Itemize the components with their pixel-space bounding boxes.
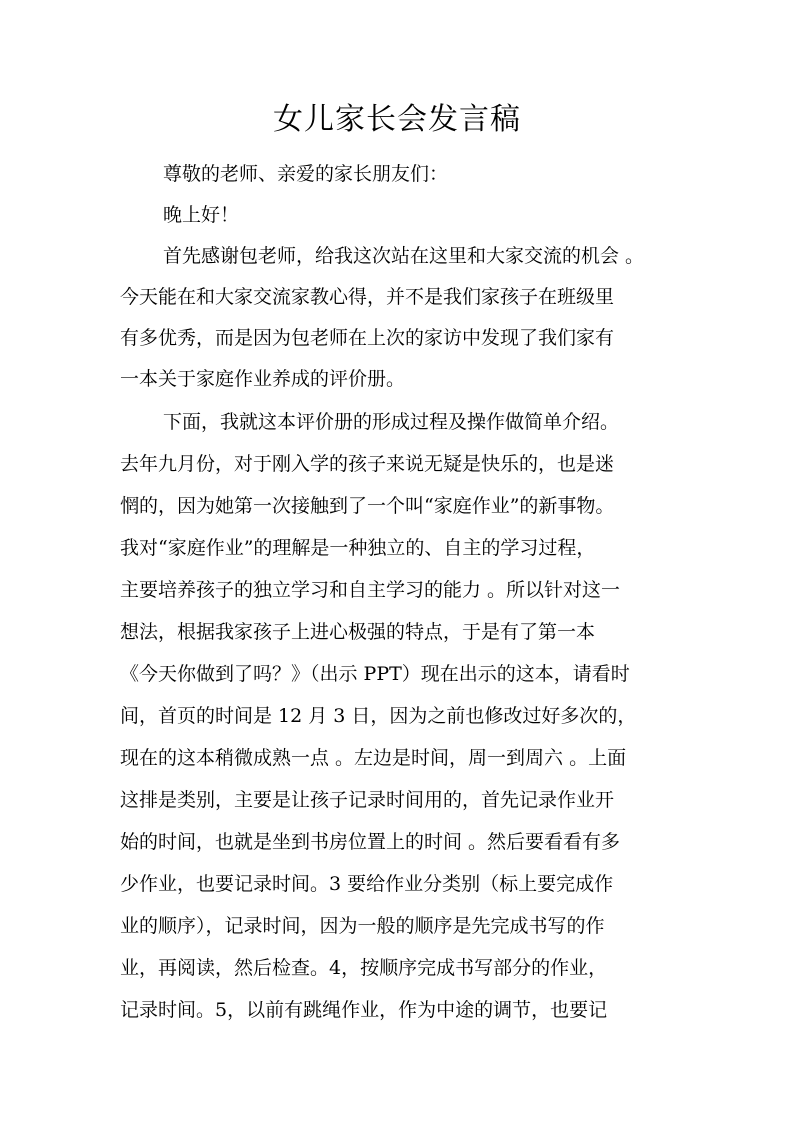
paragraph-line: 有多优秀，而是因为包老师在上次的家访中发现了我们家有 [120, 327, 615, 349]
paragraph-line: 去年九月份，对于刚入学的孩子来说无疑是快乐的，也是迷 [120, 453, 615, 475]
paragraph-line: 我对“家庭作业”的理解是一种独立的、自主的学习过程， [120, 537, 596, 559]
paragraph-line: 下面，我就这本评价册的形成过程及操作做简单介绍。 [163, 411, 620, 433]
paragraph-line: 业，再阅读，然后检查。4，按顺序完成书写部分的作业， [120, 957, 608, 979]
paragraph-line: 今天能在和大家交流家教心得，并不是我们家孩子在班级里 [120, 286, 615, 308]
paragraph-line: 《今天你做到了吗？》（出示 PPT）现在出示的这本，请看时 [120, 663, 630, 685]
paragraph-line: 现在的这本稍微成熟一点 。左边是时间，周一到周六 。上面 [120, 747, 627, 769]
paragraph-line: 晚上好！ [163, 204, 240, 226]
paragraph-line: 惘的，因为她第一次接触到了一个叫“家庭作业”的新事物。 [120, 495, 615, 517]
paragraph-line: 首先感谢包老师，给我这次站在这里和大家交流的机会 。 [163, 245, 645, 267]
paragraph-line: 想法，根据我家孩子上进心极强的特点，于是有了第一本 [120, 621, 596, 643]
paragraph-line: 记录时间。5，以前有跳绳作业，作为中途的调节，也要记 [120, 999, 608, 1021]
paragraph-line: 主要培养孩子的独立学习和自主学习的能力 。所以针对这一 [120, 579, 621, 601]
paragraph-line: 少作业，也要记录时间。3 要给作业分类别（标上要完成作 [120, 873, 614, 895]
paragraph-line: 尊敬的老师、亲爱的家长朋友们： [163, 163, 449, 185]
paragraph-line: 始的时间，也就是坐到书房位置上的时间 。然后要看看有多 [120, 831, 621, 853]
paragraph-line: 间，首页的时间是 12 月 3 日，因为之前也修改过好多次的， [120, 705, 637, 727]
paragraph-line: 业的顺序），记录时间，因为一般的顺序是先完成书写的作 [120, 915, 605, 937]
paragraph-line: 这排是类别，主要是让孩子记录时间用的，首先记录作业开 [120, 789, 615, 811]
document-title: 女儿家长会发言稿 [273, 102, 521, 137]
paragraph-line: 一本关于家庭作业养成的评价册。 [120, 368, 406, 390]
